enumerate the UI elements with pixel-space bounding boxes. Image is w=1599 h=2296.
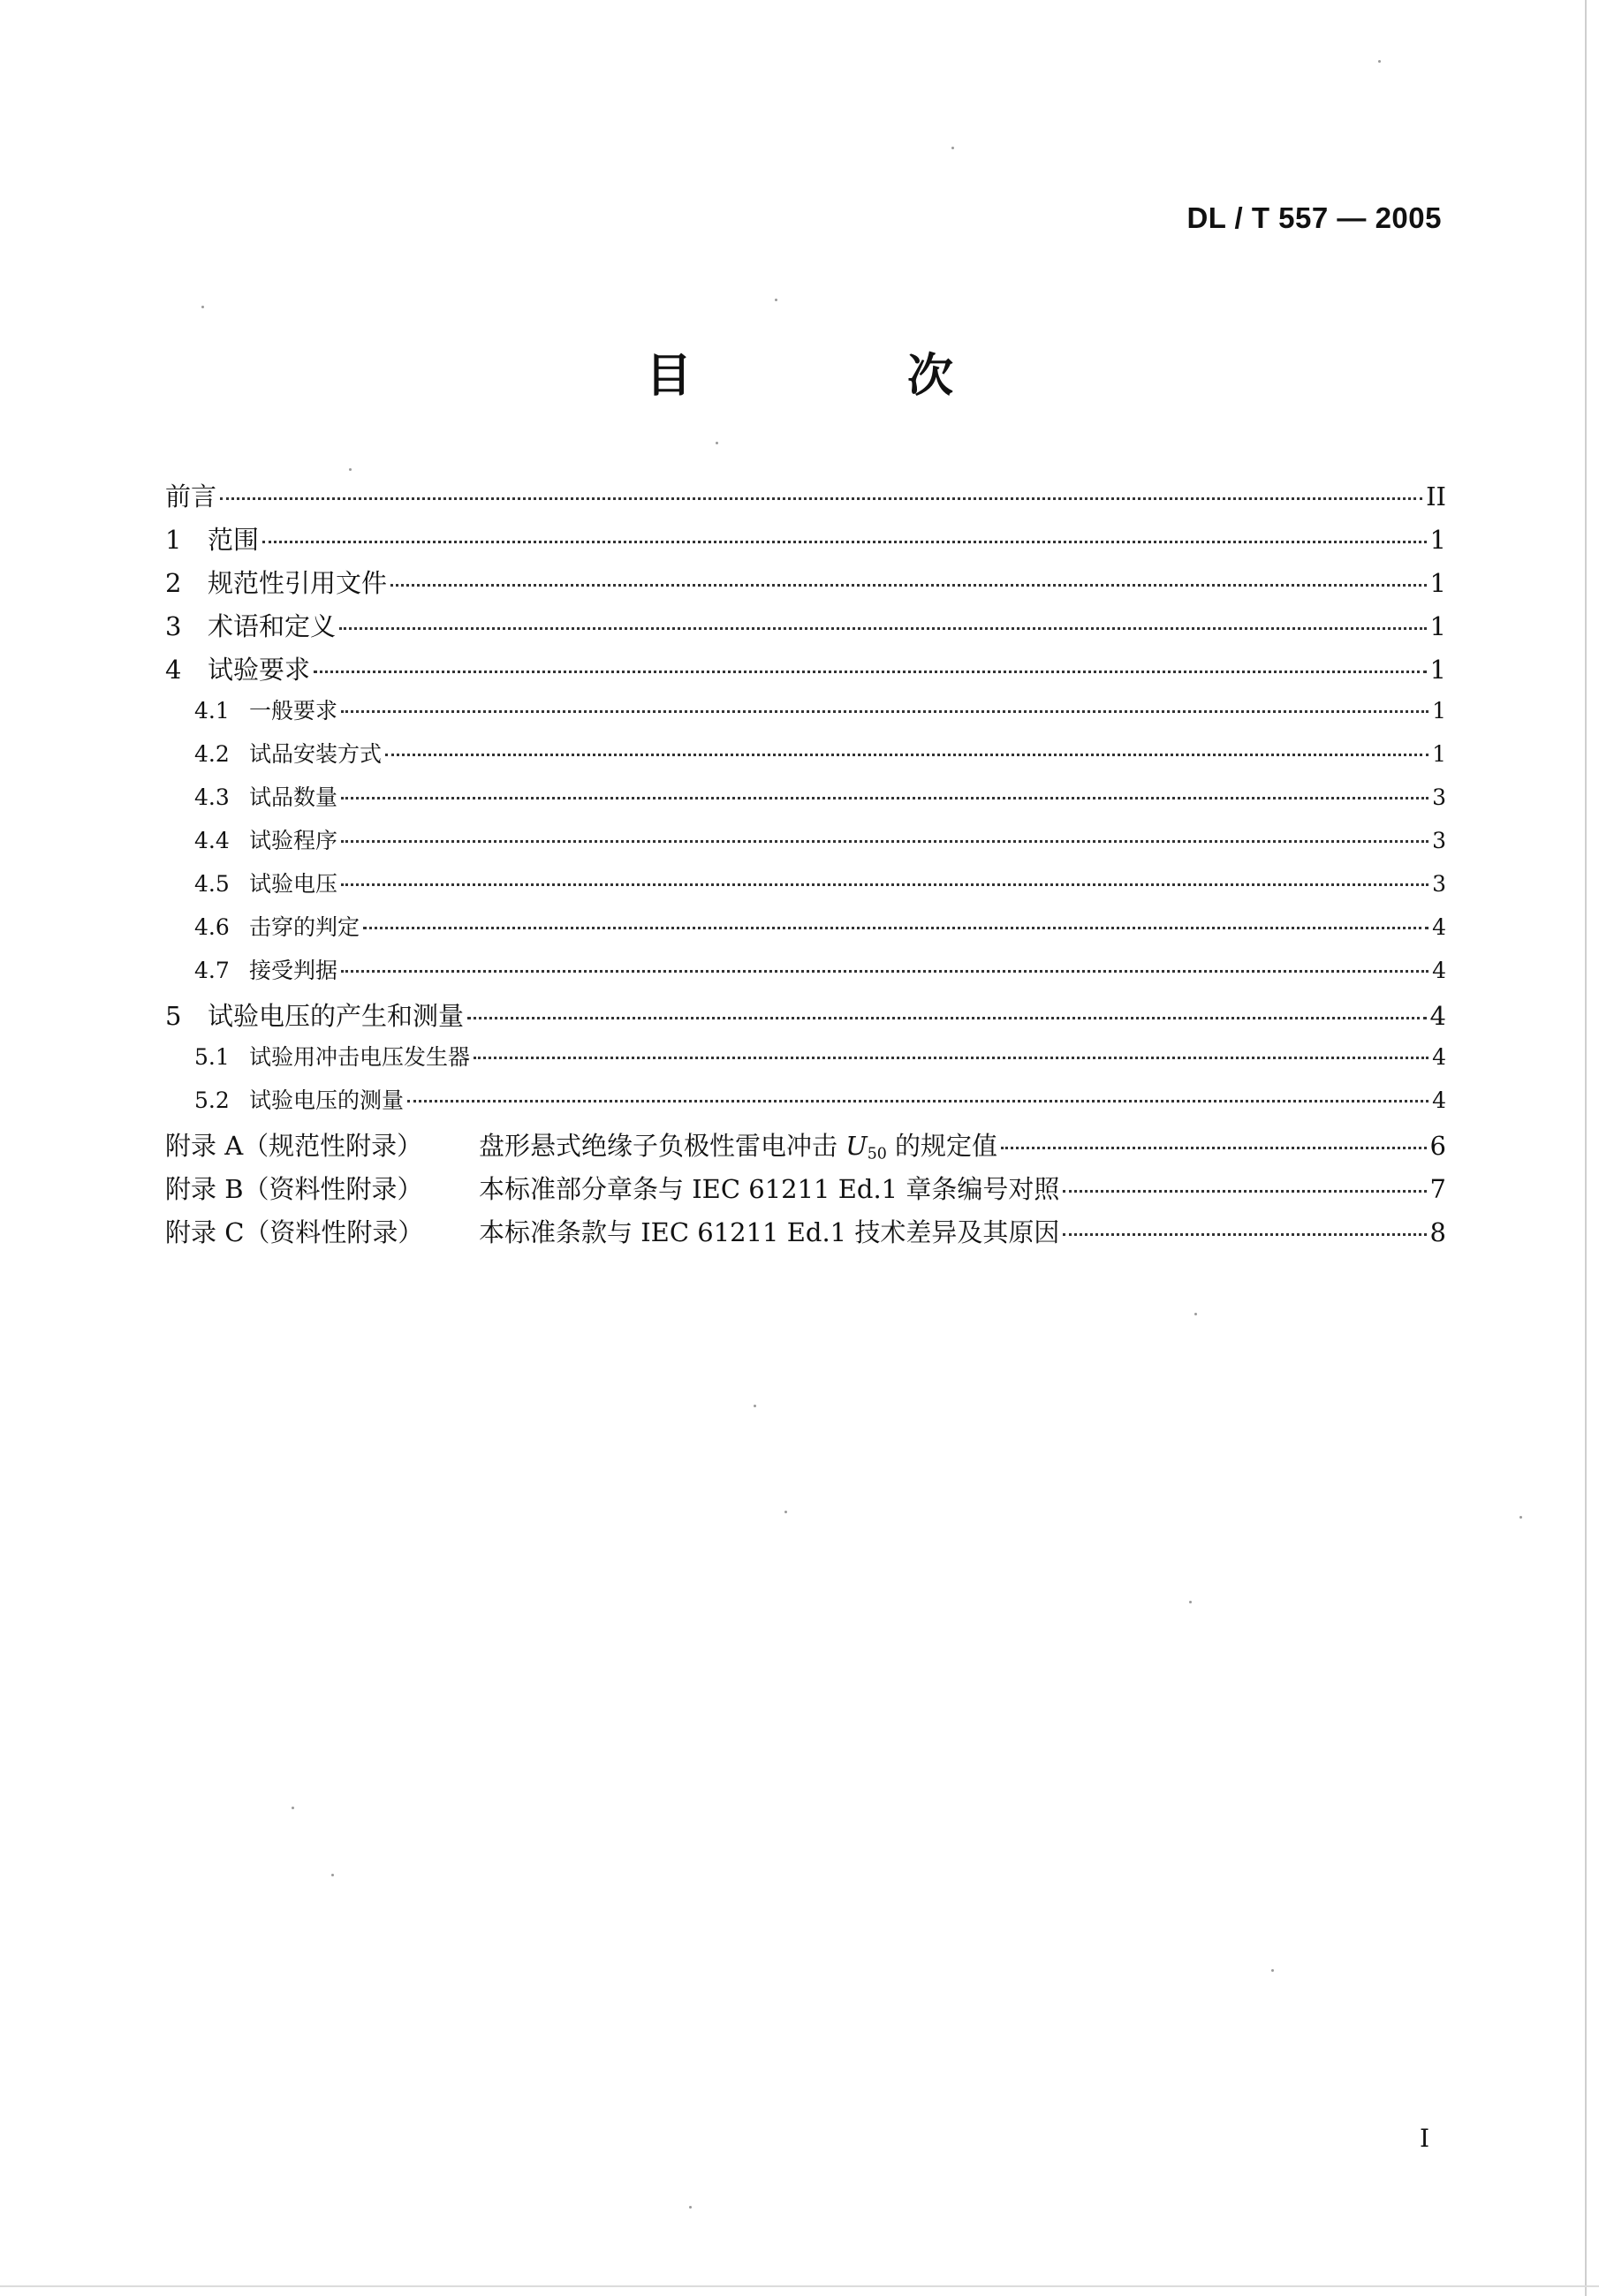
toc-entry-number: 4.1 bbox=[194, 698, 230, 724]
toc-entry-number: 5.1 bbox=[194, 1044, 230, 1070]
toc-entry[interactable] bbox=[165, 564, 1446, 607]
toc-entry-page: 1 bbox=[1432, 741, 1446, 767]
toc-entry-page: 1 bbox=[1429, 611, 1446, 641]
dot-leader bbox=[467, 1017, 1427, 1019]
toc-entry-page: 3 bbox=[1432, 784, 1446, 810]
toc-entry-page: 4 bbox=[1432, 1087, 1446, 1113]
scan-speck bbox=[716, 442, 718, 444]
toc-entry-label: 击穿的判定 bbox=[249, 914, 360, 940]
dot-leader bbox=[341, 840, 1428, 843]
dot-leader bbox=[1063, 1233, 1426, 1236]
dot-leader bbox=[314, 671, 1427, 673]
standard-code: DL / T 557 — 2005 bbox=[1186, 201, 1442, 234]
dot-leader bbox=[385, 754, 1428, 756]
toc-entry-number: 5.2 bbox=[194, 1087, 230, 1113]
toc-entry-label: 术语和定义 bbox=[208, 611, 337, 641]
appendix-label-text: 盘形悬式绝缘子负极性雷电冲击 bbox=[479, 1131, 846, 1161]
toc-entry-number: 4.4 bbox=[194, 828, 230, 853]
appendix-label-text: 本标准部分章条与 IEC 61211 Ed.1 章条编号对照 bbox=[479, 1174, 1060, 1204]
toc-entry-page: 3 bbox=[1432, 828, 1446, 853]
toc-entry[interactable] bbox=[165, 693, 1446, 737]
toc-entry-label: 范围 bbox=[208, 525, 260, 555]
appendix-label bbox=[479, 1126, 997, 1163]
scan-speck bbox=[349, 468, 352, 471]
toc-entry[interactable] bbox=[165, 1083, 1446, 1126]
dot-leader bbox=[262, 541, 1427, 543]
dot-leader bbox=[390, 584, 1427, 587]
toc-entry-label: 规范性引用文件 bbox=[208, 568, 388, 598]
toc-entry-label: 试验电压的测量 bbox=[249, 1087, 405, 1113]
toc-entry-label: 试验程序 bbox=[249, 828, 338, 853]
toc-entry[interactable] bbox=[165, 607, 1446, 650]
toc-entry[interactable] bbox=[165, 477, 1446, 520]
dot-leader bbox=[341, 970, 1428, 973]
dot-leader bbox=[341, 883, 1428, 886]
scan-speck bbox=[331, 1874, 334, 1876]
dot-leader bbox=[407, 1100, 1428, 1103]
toc-entry[interactable] bbox=[165, 867, 1446, 910]
dot-leader bbox=[220, 497, 1422, 500]
toc-entry-number: 4.3 bbox=[194, 784, 230, 810]
symbol-u: U bbox=[845, 1131, 868, 1161]
toc-entry[interactable] bbox=[165, 823, 1446, 867]
dot-leader bbox=[474, 1057, 1428, 1059]
scan-speck bbox=[754, 1405, 756, 1407]
table-of-contents bbox=[165, 477, 1446, 1256]
toc-entry-number: 2 bbox=[165, 568, 182, 598]
page-title: 目 次 bbox=[645, 350, 1038, 403]
scan-speck bbox=[1378, 60, 1381, 63]
toc-appendix-entry[interactable] bbox=[165, 1213, 1446, 1256]
appendix-prefix: 附录 B（资料性附录） bbox=[165, 1174, 423, 1204]
scan-speck bbox=[201, 306, 204, 308]
page-number: I bbox=[1419, 2124, 1429, 2153]
toc-entry-page: 3 bbox=[1432, 871, 1446, 897]
toc-entry-label: 前言 bbox=[165, 481, 217, 511]
toc-entry[interactable] bbox=[165, 953, 1446, 996]
toc-entry-number: 1 bbox=[165, 525, 182, 555]
scan-speck bbox=[1194, 1313, 1197, 1315]
dot-leader bbox=[363, 927, 1428, 929]
toc-entry-label: 一般要求 bbox=[249, 698, 338, 724]
toc-entry-page: 4 bbox=[1432, 958, 1446, 983]
toc-entry-number: 5 bbox=[165, 1001, 182, 1031]
toc-entry-label: 试品安装方式 bbox=[249, 741, 383, 767]
scan-speck bbox=[1271, 1969, 1274, 1972]
appendix-label bbox=[479, 1213, 1059, 1249]
toc-entry-number: 3 bbox=[165, 611, 182, 641]
toc-appendix-entry[interactable] bbox=[165, 1170, 1446, 1213]
toc-entry-page: II bbox=[1426, 481, 1446, 511]
toc-entry-page: 7 bbox=[1429, 1174, 1446, 1204]
toc-entry-page: 1 bbox=[1429, 525, 1446, 555]
toc-entry-label: 接受判据 bbox=[249, 958, 338, 983]
toc-entry-label: 试验电压 bbox=[249, 871, 338, 897]
dot-leader bbox=[1001, 1147, 1427, 1149]
toc-entry-number: 4.7 bbox=[194, 958, 230, 983]
toc-entry-page: 4 bbox=[1432, 914, 1446, 940]
dot-leader bbox=[341, 797, 1428, 799]
scan-speck bbox=[689, 2206, 692, 2209]
scan-speck bbox=[1189, 1601, 1192, 1603]
toc-entry[interactable] bbox=[165, 650, 1446, 693]
toc-entry-number: 4 bbox=[165, 655, 182, 685]
toc-entry-page: 1 bbox=[1429, 568, 1446, 598]
toc-entry[interactable] bbox=[165, 780, 1446, 823]
toc-entry-page: 1 bbox=[1432, 698, 1446, 724]
toc-entry-label: 试验用冲击电压发生器 bbox=[249, 1044, 471, 1070]
toc-entry[interactable] bbox=[165, 520, 1446, 564]
appendix-label-text: 的规定值 bbox=[886, 1131, 998, 1161]
scan-speck bbox=[784, 1511, 787, 1513]
toc-entry-page: 6 bbox=[1429, 1131, 1446, 1161]
dot-leader bbox=[339, 627, 1427, 630]
scan-speck bbox=[951, 147, 954, 149]
toc-entry-number: 4.5 bbox=[194, 871, 230, 897]
toc-entry-page: 1 bbox=[1429, 655, 1446, 685]
appendix-label bbox=[479, 1170, 1059, 1206]
symbol-subscript: 50 bbox=[867, 1145, 887, 1163]
toc-appendix-entry[interactable] bbox=[165, 1126, 1446, 1170]
toc-entry-page: 4 bbox=[1429, 1001, 1446, 1031]
scan-speck bbox=[775, 299, 777, 301]
appendix-label-text: 本标准条款与 IEC 61211 Ed.1 技术差异及其原因 bbox=[479, 1217, 1060, 1247]
scan-speck bbox=[292, 1807, 294, 1809]
scan-speck bbox=[1519, 1516, 1522, 1519]
toc-entry[interactable] bbox=[165, 996, 1446, 1040]
toc-entry-label: 试验电压的产生和测量 bbox=[208, 1001, 465, 1031]
toc-entry[interactable] bbox=[165, 910, 1446, 953]
dot-leader bbox=[341, 710, 1428, 713]
toc-entry-page: 8 bbox=[1429, 1217, 1446, 1247]
toc-entry[interactable] bbox=[165, 1040, 1446, 1083]
toc-entry[interactable] bbox=[165, 737, 1446, 780]
appendix-prefix: 附录 A（规范性附录） bbox=[165, 1131, 423, 1161]
page-edge bbox=[0, 2285, 1599, 2287]
toc-entry-page: 4 bbox=[1432, 1044, 1446, 1070]
toc-entry-number: 4.6 bbox=[194, 914, 230, 940]
toc-entry-label: 试验要求 bbox=[208, 655, 311, 685]
toc-entry-label: 试品数量 bbox=[249, 784, 338, 810]
toc-entry-number: 4.2 bbox=[194, 741, 230, 767]
appendix-prefix: 附录 C（资料性附录） bbox=[165, 1217, 424, 1247]
dot-leader bbox=[1063, 1190, 1426, 1193]
